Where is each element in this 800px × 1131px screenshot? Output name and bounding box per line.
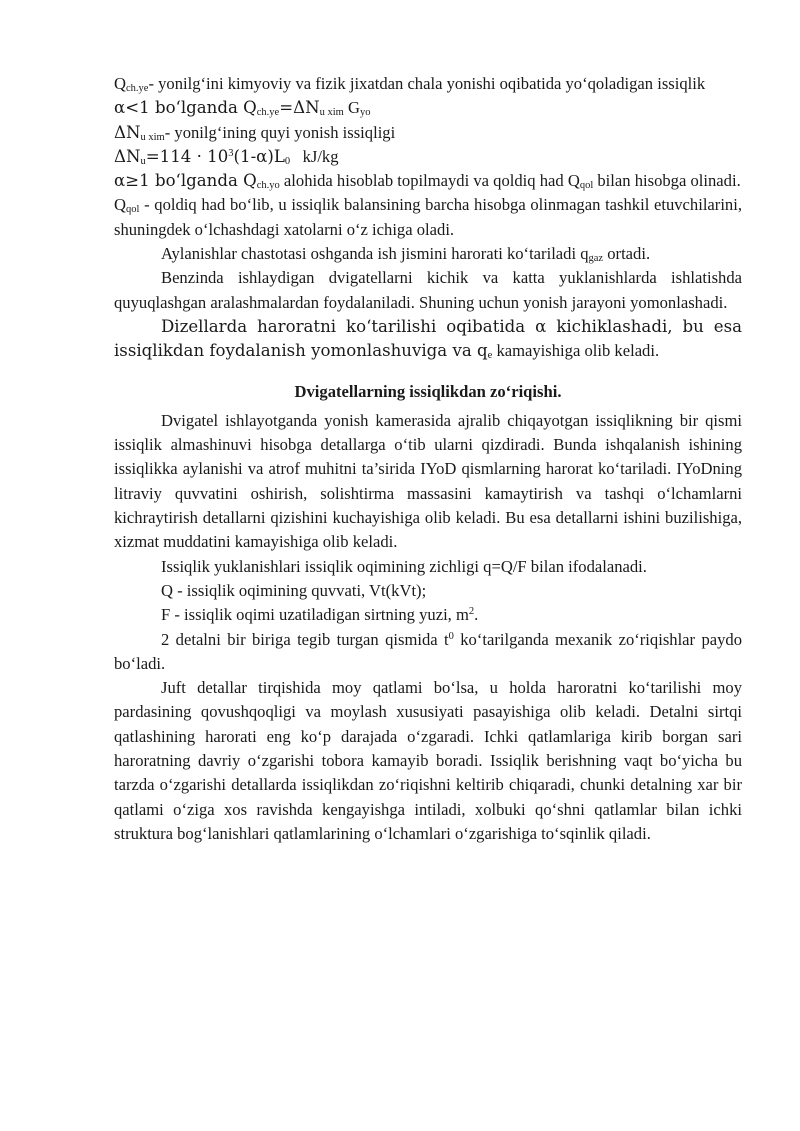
paragraph-f-definition xyxy=(114,603,742,627)
subscript: yo xyxy=(359,107,371,119)
text: ko‘tarilganda mexanik zo‘riqishlar paydo bo‘ladi. xyxy=(114,629,743,673)
text: ΔN xyxy=(114,146,141,166)
subscript: e xyxy=(487,350,493,362)
text: α<1 bo‘lganda Q xyxy=(114,98,257,118)
paragraph-q-ch-ye-definition xyxy=(114,72,742,96)
superscript: 0 xyxy=(448,630,454,642)
text: F - issiqlik oqimi uzatiladigan sirtning yuzi, m xyxy=(161,605,469,625)
subscript: ch.yo xyxy=(256,180,280,192)
subscript: ch.ye xyxy=(256,107,280,119)
text: (1-α)L xyxy=(233,146,285,166)
paragraph-heat-load: Issiqlik yuklanishlari issiqlik oqimining zichligi q=Q/F bilan ifodalanadi. xyxy=(161,556,647,576)
formula-alpha-less-than-one xyxy=(114,96,742,120)
paragraph-alpha-ge-one xyxy=(114,169,742,193)
subscript: gaz xyxy=(588,253,604,265)
text: Dizellarda haroratni ko‘tarilishi oqibatida α kichiklashadi, bu esa issiqlikdan foydalanish yomonlashuviga va q xyxy=(114,316,742,361)
text: kamayishiga olib keladi. xyxy=(492,341,660,361)
subscript: qol xyxy=(125,204,140,216)
document-page xyxy=(114,72,742,846)
paragraph-delta-n-definition xyxy=(114,121,742,145)
paragraph-mechanical-stress xyxy=(114,628,742,677)
formula-delta-n xyxy=(114,145,742,169)
section-heading: Dvigatellarning issiqlikdan zo‘riqishi. xyxy=(294,381,562,401)
text: =114 · 10 xyxy=(145,146,229,166)
subscript: 0 xyxy=(284,155,291,167)
text: ortadi. xyxy=(603,244,651,264)
superscript: 3 xyxy=(228,147,234,159)
paragraph-diesel-engines xyxy=(114,315,742,364)
text: Aylanishlar chastotasi oshganda ish jismini harorati ko‘tariladi q xyxy=(161,244,589,264)
symbol-q: Q xyxy=(114,74,126,93)
text: α≥1 bo‘lganda Q xyxy=(114,171,257,191)
text: - yonilg‘ini kimyoviy va fizik jixatdan chala yonishi oqibatida yo‘qoladigan issiqlik xyxy=(148,74,706,93)
subscript: ch.ye xyxy=(125,83,149,94)
subscript: u xyxy=(140,155,146,167)
text: G xyxy=(343,98,360,118)
text: alohida hisoblab topilmaydi va qoldiq had Q xyxy=(279,171,580,191)
paragraph-gasoline-engines: Benzinda ishlaydigan dvigatellarni kichik va katta yuklanishlarda ishlatishda quyuqlashgan aralashmalardan foydalaniladi. Shuning uchun yonish jarayoni yomonlashadi. xyxy=(114,268,742,312)
symbol-q: Q xyxy=(114,195,126,215)
text: =ΔN xyxy=(279,98,320,118)
paragraph-rotation-frequency xyxy=(114,242,742,266)
paragraph-oil-layer: Juft detallar tirqishida moy qatlami bo‘lsa, u holda haroratni ko‘tarilishi moy pardasining qovushqoqligi va moylash xususiyati pasayishiga olib keladi. Detalni sirtqi qatlashining harorati eng ko‘p darajada o‘zgaradi. Ichki qatlamlariga kirib borgan sari haroratning davriy o‘zgarishi tobora kamayib boradi. Issiqlik berishning vaqt bo‘yicha bu tarzda o‘zgarishi detallarda issiqlikdan zo‘riqishni keltirib chiqaradi, chunki detalning xar bir qatlami o‘ziga xos ravishda kengayishga intiladi, xolbuki qo‘shni qatlamlar bilan ichki struktura bog‘lanishlari qatlamlarining o‘lchamlari o‘zgarishiga to‘sqinlik qiladi. xyxy=(114,678,742,843)
text: 2 detalni bir biriga tegib turgan qismida t xyxy=(161,629,449,649)
text: kJ/kg xyxy=(290,146,339,166)
subscript: qol xyxy=(579,180,594,192)
subscript: u xim xyxy=(140,131,165,143)
text: - qoldiq had bo‘lib, u issiqlik balansining barcha hisobga olinmagan tashkil etuvchilarini, shuningdek o‘lchashdagi xatolarni o‘z ichiga oladi. xyxy=(114,195,742,239)
text: bilan hisobga olinadi. xyxy=(593,171,741,191)
text: . xyxy=(474,605,479,625)
text: - yonilg‘ining quyi yonish issiqligi xyxy=(164,122,396,142)
text: ΔN xyxy=(114,122,141,142)
paragraph-heat-transfer: Dvigatel ishlayotganda yonish kamerasida ajralib chiqayotgan issiqlikning bir qismi issiqlik almashinuvi hisobga detallarga o‘tib ularni qizdiradi. Bunda ishqalanish ishining issiqlikka aylanishi va atrof muhitni ta’sirida IYoD qismlarning harorat ko‘tariladi. IYoDning litraviy quvvatini oshirish, solishtirma massasini kamaytirish va tashqi o‘lchamlarni kichraytirish detallarni qizishini kuchayishiga olib keladi. Bu esa detallarni ishini buzilishiga, xizmat muddatini kamayishiga olib keladi. xyxy=(114,410,742,552)
subscript: u xim xyxy=(319,107,344,119)
paragraph-q-qol-definition xyxy=(114,193,742,242)
paragraph-q-definition: Q - issiqlik oqimining quvvati, Vt(kVt); xyxy=(161,580,427,600)
superscript: 2 xyxy=(468,606,475,618)
